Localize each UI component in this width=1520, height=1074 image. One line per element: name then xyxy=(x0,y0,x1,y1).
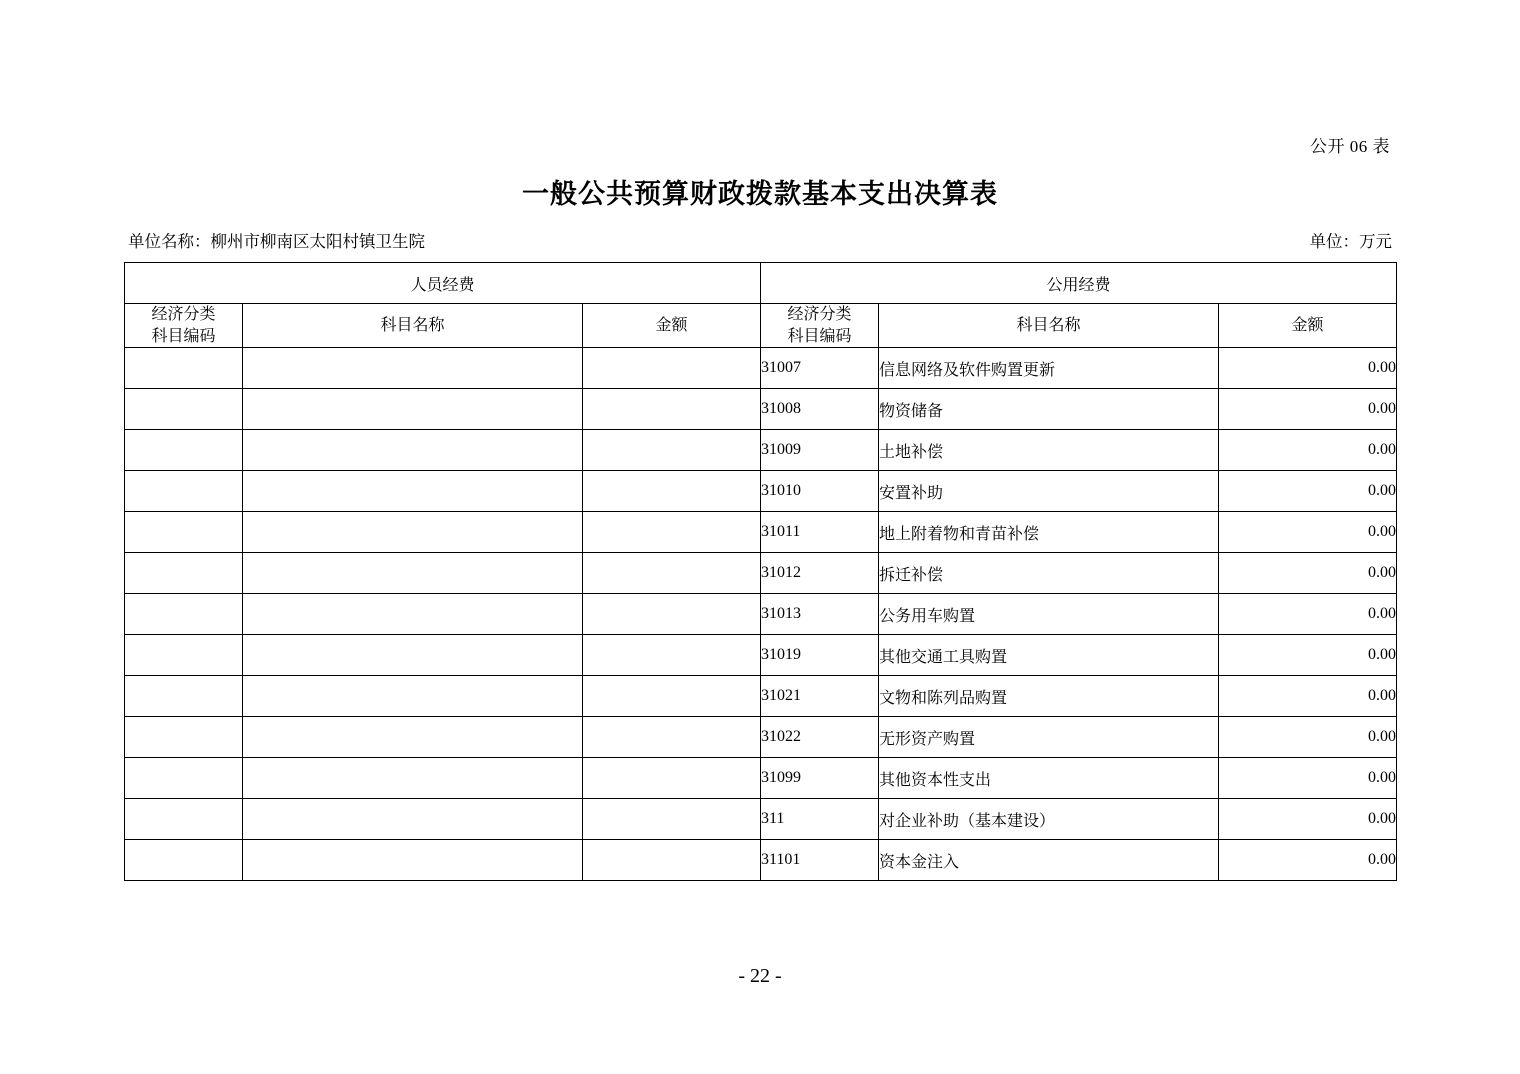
cell-code-left xyxy=(125,553,243,594)
cell-code-right: 31008 xyxy=(761,389,879,430)
cell-name-left xyxy=(243,430,583,471)
cell-name-right: 其他交通工具购置 xyxy=(879,635,1219,676)
cell-amount-left xyxy=(583,799,761,840)
cell-code-left xyxy=(125,594,243,635)
column-header-code-right xyxy=(761,304,879,348)
cell-name-left xyxy=(243,389,583,430)
cell-amount-left xyxy=(583,717,761,758)
cell-code-left xyxy=(125,389,243,430)
cell-amount-left xyxy=(583,430,761,471)
column-header-code-left-line1: 经济分类 xyxy=(151,306,216,323)
cell-amount-right: 0.00 xyxy=(1219,717,1397,758)
table-row xyxy=(125,758,1397,799)
cell-amount-left xyxy=(583,512,761,553)
column-header-code-right-line2: 科目编码 xyxy=(787,327,852,345)
table-row xyxy=(125,430,1397,471)
amount-unit-label: 单位：万元 xyxy=(1309,232,1392,251)
cell-code-left xyxy=(125,840,243,881)
cell-code-right: 31021 xyxy=(761,676,879,717)
cell-amount-left xyxy=(583,635,761,676)
column-header-amount-left: 金额 xyxy=(583,304,761,348)
cell-amount-right: 0.00 xyxy=(1219,512,1397,553)
cell-code-right: 31009 xyxy=(761,430,879,471)
cell-name-right: 公务用车购置 xyxy=(879,594,1219,635)
cell-amount-left xyxy=(583,348,761,389)
cell-code-right: 31007 xyxy=(761,348,879,389)
cell-code-right: 311 xyxy=(761,799,879,840)
cell-code-left xyxy=(125,635,243,676)
cell-amount-right: 0.00 xyxy=(1219,389,1397,430)
group-header-public: 公用经费 xyxy=(761,263,1397,304)
cell-amount-right: 0.00 xyxy=(1219,758,1397,799)
cell-code-right: 31010 xyxy=(761,471,879,512)
cell-name-right: 安置补助 xyxy=(879,471,1219,512)
cell-code-right: 31099 xyxy=(761,758,879,799)
cell-code-right: 31101 xyxy=(761,840,879,881)
column-header-code-left-line2: 科目编码 xyxy=(151,327,216,345)
column-header-code-left xyxy=(125,304,243,348)
column-header-amount-right: 金额 xyxy=(1219,304,1397,348)
table-row xyxy=(125,717,1397,758)
cell-amount-right: 0.00 xyxy=(1219,840,1397,881)
cell-code-left xyxy=(125,430,243,471)
cell-name-right: 信息网络及软件购置更新 xyxy=(879,348,1219,389)
table-row xyxy=(125,799,1397,840)
budget-table xyxy=(124,262,1397,881)
cell-code-left xyxy=(125,348,243,389)
cell-name-left xyxy=(243,512,583,553)
table-row xyxy=(125,389,1397,430)
cell-amount-right: 0.00 xyxy=(1219,594,1397,635)
cell-name-right: 对企业补助（基本建设） xyxy=(879,799,1219,840)
cell-amount-left xyxy=(583,389,761,430)
cell-code-right: 31012 xyxy=(761,553,879,594)
cell-code-left xyxy=(125,799,243,840)
cell-code-left xyxy=(125,758,243,799)
cell-amount-right: 0.00 xyxy=(1219,635,1397,676)
cell-name-left xyxy=(243,840,583,881)
table-row xyxy=(125,348,1397,389)
cell-name-left xyxy=(243,348,583,389)
column-header-name-right: 科目名称 xyxy=(879,304,1219,348)
cell-code-right: 31013 xyxy=(761,594,879,635)
cell-code-right: 31019 xyxy=(761,635,879,676)
table-row xyxy=(125,635,1397,676)
cell-name-left xyxy=(243,635,583,676)
cell-code-left xyxy=(125,676,243,717)
cell-amount-left xyxy=(583,758,761,799)
cell-amount-right: 0.00 xyxy=(1219,553,1397,594)
table-row xyxy=(125,553,1397,594)
cell-name-right: 资本金注入 xyxy=(879,840,1219,881)
cell-code-left xyxy=(125,471,243,512)
cell-name-right: 物资储备 xyxy=(879,389,1219,430)
cell-amount-left xyxy=(583,594,761,635)
page-title: 一般公共预算财政拨款基本支出决算表 xyxy=(522,179,998,209)
cell-name-right: 其他资本性支出 xyxy=(879,758,1219,799)
column-header-name-left: 科目名称 xyxy=(243,304,583,348)
group-header-personnel: 人员经费 xyxy=(125,263,761,304)
form-code-label: 公开 06 表 xyxy=(1310,137,1390,156)
table-row xyxy=(125,840,1397,881)
cell-amount-left xyxy=(583,471,761,512)
cell-name-right: 地上附着物和青苗补偿 xyxy=(879,512,1219,553)
cell-amount-right: 0.00 xyxy=(1219,430,1397,471)
cell-name-left xyxy=(243,758,583,799)
table-column-header-row xyxy=(125,304,1397,348)
table-row xyxy=(125,676,1397,717)
table-row xyxy=(125,594,1397,635)
unit-name-label: 单位名称：柳州市柳南区太阳村镇卫生院 xyxy=(128,232,425,251)
cell-name-left xyxy=(243,594,583,635)
cell-amount-right: 0.00 xyxy=(1219,799,1397,840)
cell-name-right: 文物和陈列品购置 xyxy=(879,676,1219,717)
cell-amount-left xyxy=(583,676,761,717)
cell-amount-right: 0.00 xyxy=(1219,348,1397,389)
cell-name-left xyxy=(243,553,583,594)
cell-amount-left xyxy=(583,840,761,881)
table-row xyxy=(125,471,1397,512)
page-number: - 22 - xyxy=(738,965,782,987)
cell-amount-right: 0.00 xyxy=(1219,471,1397,512)
cell-amount-right: 0.00 xyxy=(1219,676,1397,717)
cell-name-left xyxy=(243,799,583,840)
table-group-header-row xyxy=(125,263,1397,304)
cell-code-left xyxy=(125,512,243,553)
cell-name-right: 拆迁补偿 xyxy=(879,553,1219,594)
cell-name-right: 土地补偿 xyxy=(879,430,1219,471)
meta-row xyxy=(128,228,1392,250)
table-row xyxy=(125,512,1397,553)
cell-name-left xyxy=(243,471,583,512)
cell-code-left xyxy=(125,717,243,758)
cell-code-right: 31011 xyxy=(761,512,879,553)
column-header-code-right-line1: 经济分类 xyxy=(787,306,852,323)
cell-name-left xyxy=(243,676,583,717)
cell-amount-left xyxy=(583,553,761,594)
cell-name-right: 无形资产购置 xyxy=(879,717,1219,758)
cell-code-right: 31022 xyxy=(761,717,879,758)
cell-name-left xyxy=(243,717,583,758)
